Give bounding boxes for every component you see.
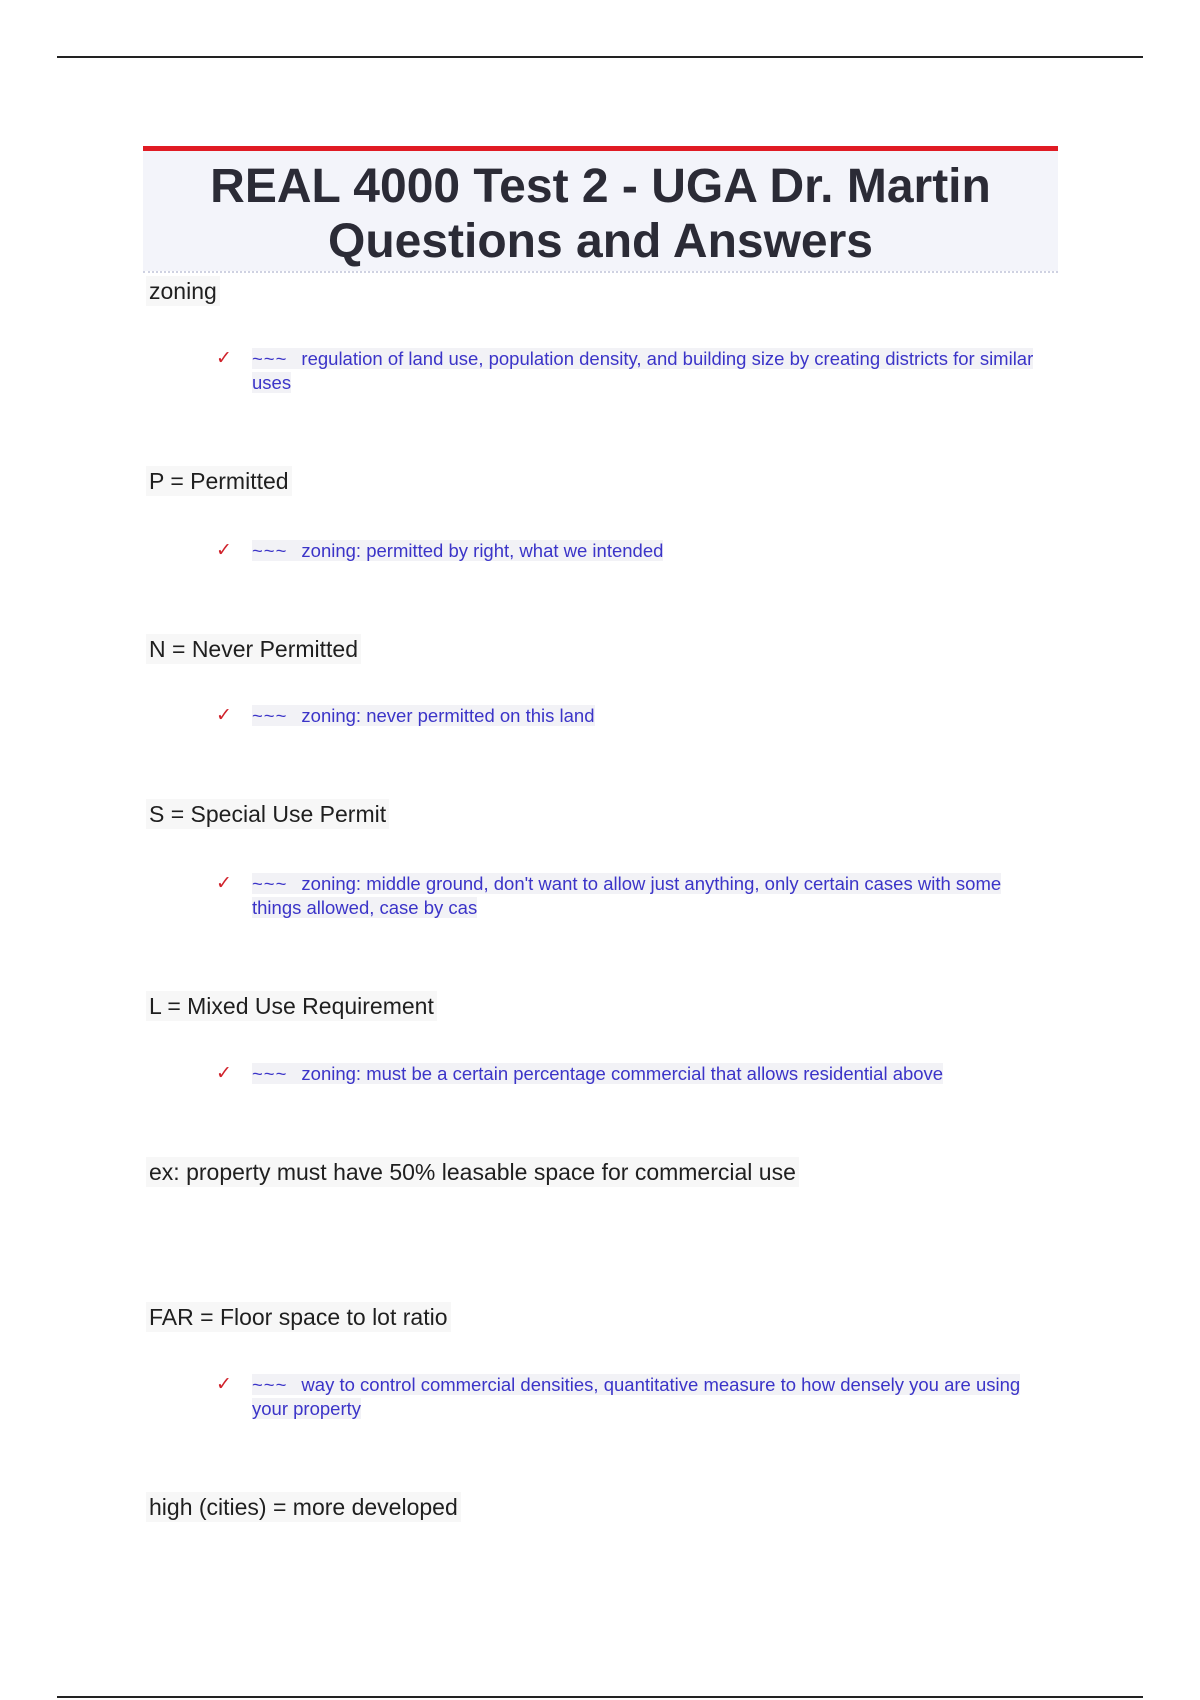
answer-mixed-use-requirement (216, 1062, 1046, 1086)
term-zoning: zoning (146, 276, 220, 306)
check-icon: ✓ (216, 873, 232, 894)
answer-permitted (216, 539, 1046, 563)
answer-text: zoning: never permitted on this land (301, 705, 595, 726)
check-icon: ✓ (216, 1063, 232, 1084)
answer-text: zoning: must be a certain percentage commercial that allows residential above (301, 1063, 944, 1084)
term-never-permitted: N = Never Permitted (146, 634, 361, 664)
answer-zoning (216, 347, 1046, 395)
answer-text: way to control commercial densities, quantitative measure to how densely you are using your property (252, 1374, 1021, 1419)
tilde-marker: ~~~ (252, 1063, 288, 1084)
tilde-marker: ~~~ (252, 348, 288, 369)
tilde-marker: ~~~ (252, 873, 288, 894)
check-icon: ✓ (216, 348, 232, 369)
term-far: FAR = Floor space to lot ratio (146, 1302, 451, 1332)
term-mixed-use-requirement: L = Mixed Use Requirement (146, 991, 437, 1021)
answer-far (216, 1373, 1046, 1421)
answer-never-permitted (216, 704, 1046, 728)
check-icon: ✓ (216, 540, 232, 561)
term-example: ex: property must have 50% leasable space for commercial use (146, 1157, 799, 1187)
term-permitted: P = Permitted (146, 466, 292, 496)
term-high-cities: high (cities) = more developed (146, 1492, 461, 1522)
answer-text: zoning: permitted by right, what we intended (301, 540, 664, 561)
term-special-use-permit: S = Special Use Permit (146, 799, 389, 829)
footer-rule (57, 1696, 1143, 1698)
check-icon: ✓ (216, 1374, 232, 1395)
document-title: REAL 4000 Test 2 - UGA Dr. Martin Questions and Answers (210, 160, 991, 268)
tilde-marker: ~~~ (252, 540, 288, 561)
answer-text: regulation of land use, population density, and building size by creating districts for similar uses (252, 348, 1034, 393)
answer-special-use-permit (216, 872, 1046, 920)
check-icon: ✓ (216, 705, 232, 726)
answer-text: zoning: middle ground, don't want to allow just anything, only certain cases with some things allowed, case by cas (252, 873, 1002, 918)
tilde-marker: ~~~ (252, 705, 288, 726)
title-block (143, 146, 1058, 271)
title-divider (143, 271, 1058, 273)
header-rule (57, 56, 1143, 58)
tilde-marker: ~~~ (252, 1374, 288, 1395)
